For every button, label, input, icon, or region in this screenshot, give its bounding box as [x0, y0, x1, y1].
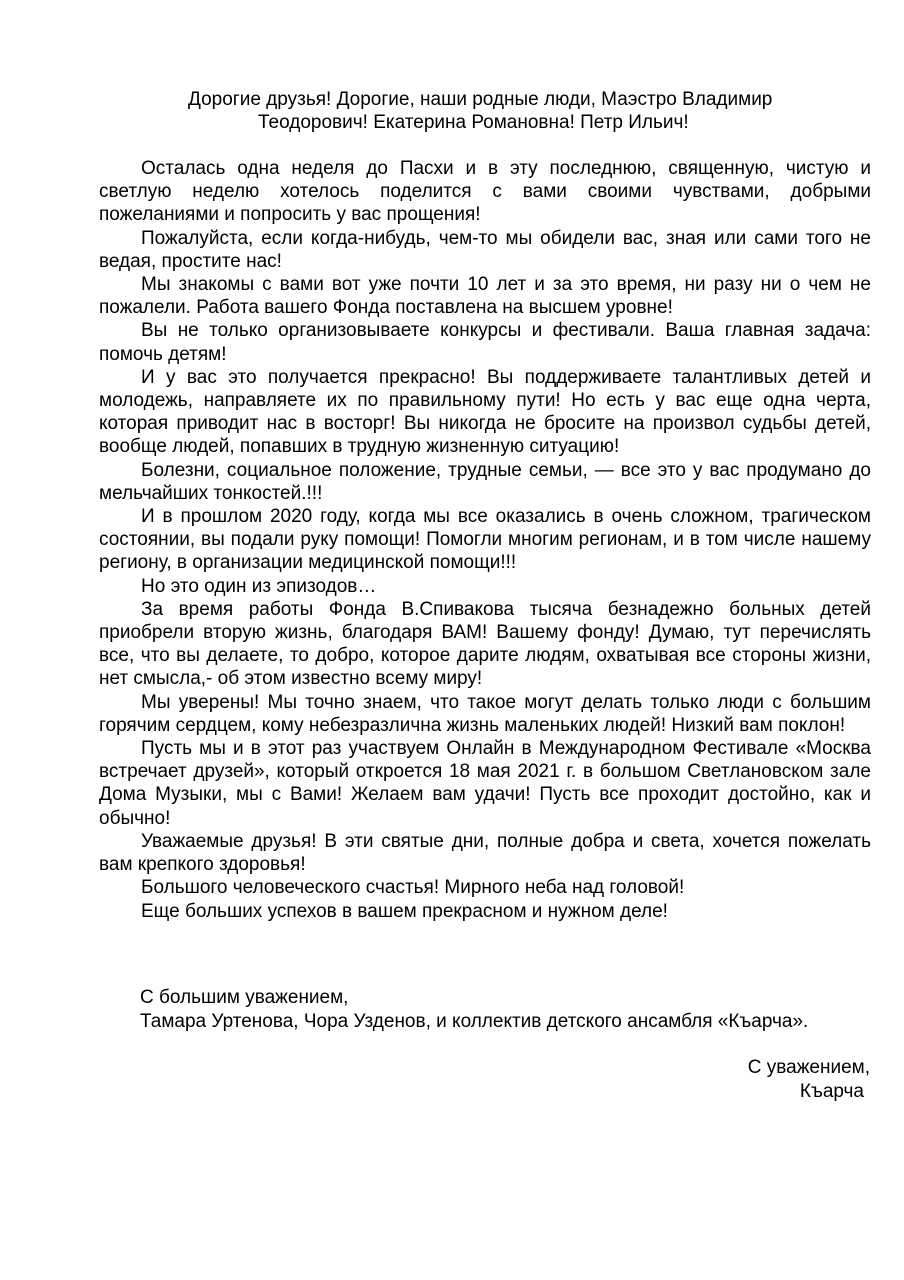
- closing-line-2: Тамара Уртенова, Чора Узденов, и коллектив детского ансамбля «Къарча».: [140, 1010, 809, 1032]
- paragraph: Вы не только организовываете конкурсы и фестивали. Ваша главная задача: помочь детям!: [99, 320, 871, 365]
- paragraph: Осталась одна неделя до Пасхи и в эту последнюю, священную, чистую и светлую неделю хотелось поделится с вами своими чувствами, добрыми пожеланиями и попросить у вас прощения!: [99, 158, 871, 226]
- letter-body: [99, 157, 871, 923]
- closing-line-1: С большим уважением,: [140, 987, 349, 1008]
- salutation-line-1: Дорогие друзья! Дорогие, наши родные люди, Маэстро Владимир: [188, 89, 773, 110]
- paragraph: Пусть мы и в этот раз участвуем Онлайн в Международном Фестивале «Москва встречает друзей», который откроется 18 мая 2021 г. в большом Светлановском зале Дома Музыки, мы с Вами! Желаем вам удачи! Пусть все проходит достойно, как и обычно!: [99, 738, 871, 829]
- paragraph: Большого человеческого счастья! Мирного неба над головой!: [141, 877, 685, 899]
- paragraph: Болезни, социальное положение, трудные семьи, — все это у вас продумано до мельчайших тонкостей.!!!: [99, 459, 871, 504]
- paragraph: И у вас это получается прекрасно! Вы поддерживаете талантливых детей и молодежь, направляете их по правильному пути! Но есть у вас еще одна черта, которая приводит нас в восторг! Вы никогда не бросите на произвол судьбы детей, вообще людей, попавших в трудную жизненную ситуацию!: [99, 366, 871, 458]
- paragraph: Мы уверены! Мы точно знаем, что такое могут делать только люди с большим горячим сердцем, кому небезразлична жизнь маленьких людей! Низкий вам поклон!: [99, 691, 871, 736]
- paragraph: Уважаемые друзья! В эти святые дни, полные добра и света, хочется пожелать вам крепкого здоровья!: [99, 830, 871, 876]
- paragraph: Пожалуйста, если когда-нибудь, чем-то мы обидели вас, зная или сами того не ведая, простите нас!: [99, 227, 871, 272]
- paragraph: И в прошлом 2020 году, когда мы все оказались в очень сложном, трагическом состоянии, вы подали руку помощи! Помогли многим регионам, и в том числе нашему региону, в организации медицинской помощи!!!: [99, 506, 871, 574]
- salutation-line-2: Теодорович! Екатерина Романовна! Петр Ильич!: [258, 112, 689, 133]
- signoff: [748, 1056, 870, 1103]
- closing: [140, 986, 880, 1033]
- salutation: [188, 88, 828, 134]
- signoff-line-1: С уважением,: [747, 1057, 870, 1078]
- paragraph: Но это один из эпизодов…: [141, 575, 377, 597]
- signoff-name: Къарча: [799, 1080, 864, 1102]
- paragraph: Мы знакомы с вами вот уже почти 10 лет и за это время, ни разу ни о чем не пожалели. Работа вашего Фонда поставлена на высшем уровне!: [99, 274, 871, 319]
- paragraph: За время работы Фонда В.Спивакова тысяча безнадежно больных детей приобрели вторую жизнь, благодаря ВАМ! Вашему фонду! Думаю, тут перечислять все, что вы делаете, то добро, которое дарите людям, охватывая все стороны жизни, нет смысла,- об этом известно всему миру!: [99, 598, 871, 690]
- paragraph: Еще больших успехов в вашем прекрасном и нужном деле!: [141, 900, 668, 922]
